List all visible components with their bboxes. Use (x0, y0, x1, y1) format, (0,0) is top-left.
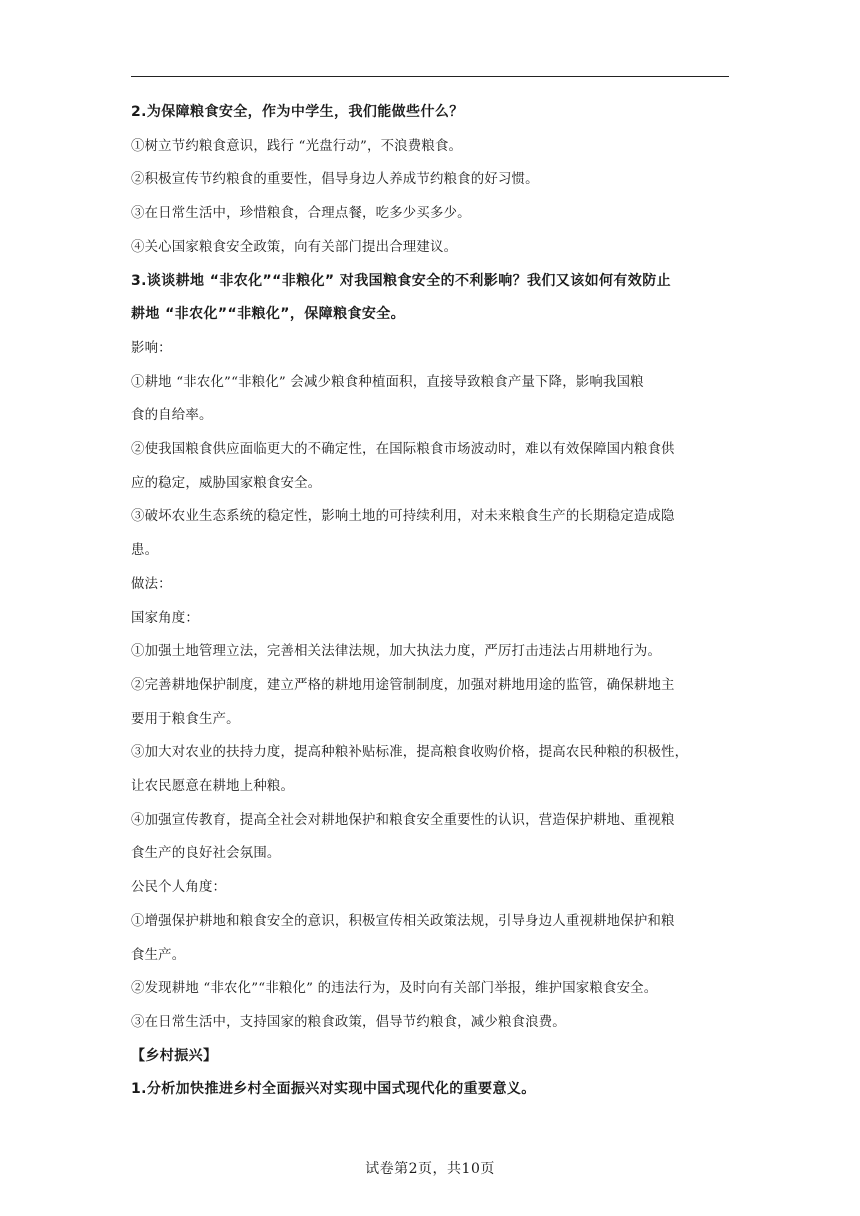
question-1-title: 1.分析加快推进乡村全面振兴对实现中国式现代化的重要意义。 (131, 1081, 536, 1098)
header-rule (131, 76, 729, 77)
section-label-national: 国家角度： (131, 610, 199, 626)
section-label-citizen: 公民个人角度： (131, 880, 227, 896)
answer-line: ②完善耕地保护制度，建立严格的耕地用途管制制度，加强对耕地用途的监管，确保耕地主 (131, 677, 675, 693)
answer-line: ①加强土地管理立法，完善相关法律法规，加大执法力度，严厉打击违法占用耕地行为。 (131, 644, 662, 660)
answer-line: ①树立节约粮食意识，践行 “光盘行动”，不浪费粮食。 (131, 138, 463, 154)
answer-line: ②积极宣传节约粮食的重要性，倡导身边人养成节约粮食的好习惯。 (131, 172, 539, 188)
answer-line: ③加大对农业的扶持力度，提高种粮补贴标准，提高粮食收购价格，提高农民种粮的积极性， (131, 745, 689, 761)
answer-line: ②发现耕地 “非农化”“非粮化” 的违法行为，及时向有关部门举报，维护国家粮食安全。 (131, 981, 658, 997)
answer-line: ①耕地 “非农化”“非粮化” 会减少粮食种植面积，直接导致粮食产量下降，影响我国粮 (131, 374, 644, 390)
answer-line: ①增强保护耕地和粮食安全的意识，积极宣传相关政策法规，引导身边人重视耕地保护和粮 (131, 913, 675, 929)
answer-line: 让农民愿意在耕地上种粮。 (131, 779, 295, 794)
question-2-title: 2.为保障粮食安全，作为中学生，我们能做些什么？ (131, 104, 464, 120)
page-footer: 试卷第2页，共10页 (365, 1161, 495, 1177)
section-label-measures: 做法： (131, 576, 172, 592)
answer-line: 应的稳定，威胁国家粮食安全。 (131, 475, 322, 491)
question-3-title-continued: 耕地 “非农化”“非粮化”，保障粮食安全。 (131, 306, 406, 323)
answer-line: ③在日常生活中，珍惜粮食，合理点餐，吃多少买多少。 (131, 206, 471, 222)
answer-line: ②使我国粮食供应面临更大的不确定性，在国际粮食市场波动时，难以有效保障国内粮食供 (131, 442, 675, 457)
answer-line: 患。 (131, 543, 159, 559)
section-heading-rural-revitalization: 【乡村振兴】 (131, 1047, 218, 1064)
answer-line: 要用于粮食生产。 (131, 711, 240, 727)
answer-line: 食生产的良好社会氛围。 (131, 846, 281, 862)
answer-line: ③在日常生活中，支持国家的粮食政策，倡导节约粮食，减少粮食浪费。 (131, 1014, 566, 1030)
answer-line: ④关心国家粮食安全政策，向有关部门提出合理建议。 (131, 239, 458, 255)
section-label-impact: 影响： (131, 340, 172, 356)
question-3-title: 3.谈谈耕地 “非农化”“非粮化” 对我国粮食安全的不利影响？我们又该如何有效防止 (131, 272, 672, 289)
answer-line: ④加强宣传教育，提高全社会对耕地保护和粮食安全重要性的认识，营造保护耕地、重视粮 (131, 812, 675, 828)
answer-line: 食生产。 (131, 947, 186, 963)
answer-line: 食的自给率。 (131, 408, 213, 424)
answer-line: ③破坏农业生态系统的稳定性，影响土地的可持续利用，对未来粮食生产的长期稳定造成隐 (131, 509, 675, 525)
